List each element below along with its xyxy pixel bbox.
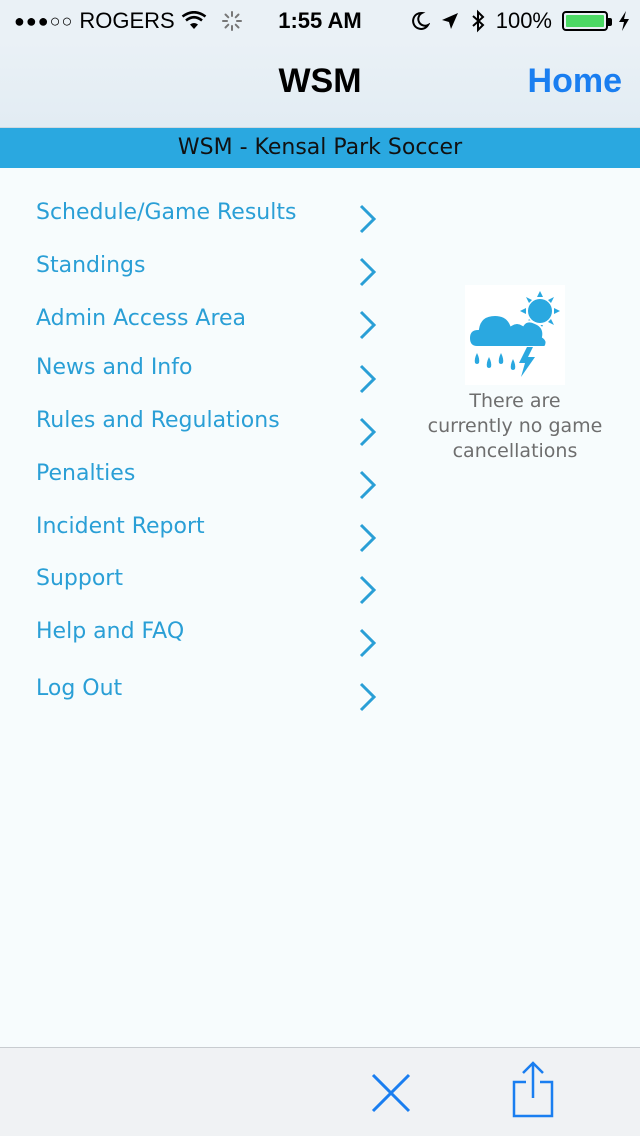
carrier-name: ROGERS [79, 8, 175, 33]
home-button[interactable]: Home [527, 62, 622, 100]
rain-storm-sun-icon [465, 285, 565, 385]
chevron-right-icon [358, 362, 378, 396]
page-title: WSM [278, 62, 362, 100]
cancellation-line-3: cancellations [452, 440, 578, 462]
chevron-right-icon [358, 415, 378, 449]
menu-item-label: Incident Report [36, 514, 205, 539]
cancellation-line-1: There are [469, 390, 561, 412]
menu-item-label: Penalties [36, 461, 136, 486]
navigation-bar [0, 40, 640, 128]
menu-item-news[interactable] [36, 351, 386, 395]
location-arrow-icon [440, 11, 460, 31]
chevron-right-icon [358, 468, 378, 502]
chevron-right-icon [358, 202, 378, 236]
charging-bolt-icon [618, 11, 630, 31]
chevron-right-icon [358, 308, 378, 342]
menu-item-label: News and Info [36, 355, 193, 380]
cancellation-message [420, 389, 610, 464]
status-bar [0, 0, 640, 40]
signal-strength: ●●●○○ [14, 10, 74, 31]
battery-percent: 100% [495, 8, 552, 33]
menu-item-label: Standings [36, 253, 146, 278]
chevron-right-icon [358, 521, 378, 555]
menu-item-standings[interactable] [36, 249, 386, 293]
chevron-right-icon [358, 573, 378, 607]
menu-item-label: Support [36, 566, 123, 591]
chevron-right-icon [358, 626, 378, 660]
menu-item-incident-report[interactable] [36, 510, 386, 554]
bluetooth-icon [470, 9, 486, 33]
status-time: 1:55 AM [278, 8, 362, 33]
chevron-right-icon [358, 680, 378, 714]
menu-item-label: Help and FAQ [36, 619, 185, 644]
menu-item-label: Schedule/Game Results [36, 200, 297, 225]
bottom-toolbar [0, 1047, 640, 1136]
close-icon[interactable] [370, 1072, 412, 1114]
moon-icon [410, 11, 430, 31]
league-banner: WSM - Kensal Park Soccer [0, 128, 640, 168]
share-icon[interactable] [510, 1060, 556, 1118]
menu-item-penalties[interactable] [36, 457, 386, 501]
battery-icon [562, 11, 608, 31]
menu-item-help-faq[interactable] [36, 615, 386, 659]
menu-item-schedule[interactable] [36, 196, 386, 240]
menu-item-support[interactable] [36, 562, 386, 606]
menu-item-admin-access[interactable] [36, 302, 386, 346]
menu-item-rules[interactable] [36, 404, 386, 448]
status-right [410, 8, 630, 34]
menu-item-label: Rules and Regulations [36, 408, 280, 433]
chevron-right-icon [358, 255, 378, 289]
menu-item-log-out[interactable] [36, 672, 386, 716]
cancellation-line-2: currently no game [427, 415, 603, 437]
menu-item-label: Admin Access Area [36, 306, 247, 331]
menu-item-label: Log Out [36, 676, 123, 701]
weather-status-panel [420, 285, 610, 464]
